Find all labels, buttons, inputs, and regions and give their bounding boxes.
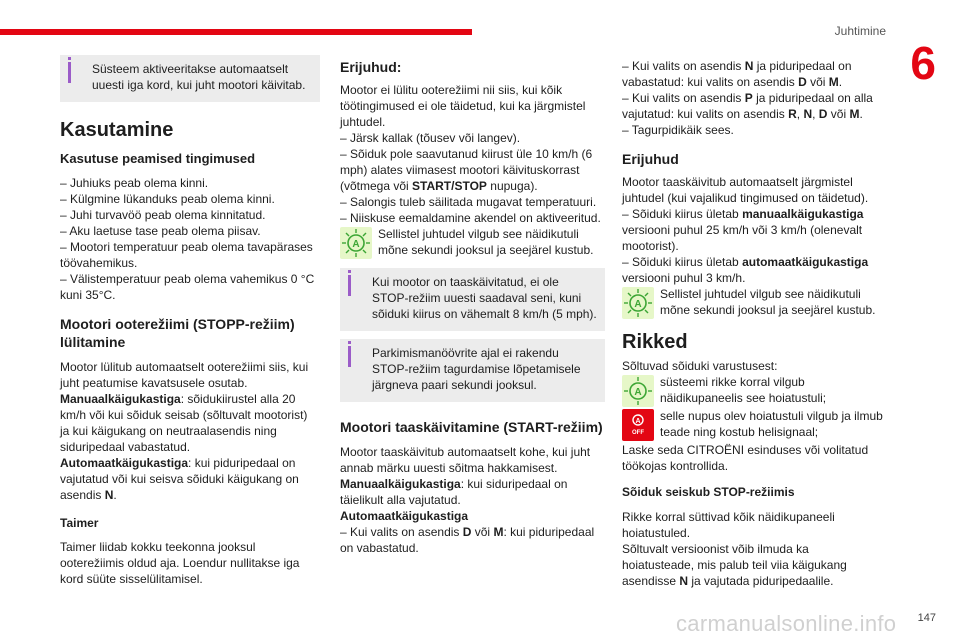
start-text: Mootor taaskäivitub automaatselt kohe, kui juht annab märku uuesti sõitma hakkamisest. xyxy=(340,445,591,475)
conditions-list xyxy=(60,175,320,303)
svg-text:A: A xyxy=(634,387,642,398)
heading-kasutamine: Kasutamine xyxy=(60,119,174,141)
svg-text:A: A xyxy=(634,299,642,310)
list-item: – Sõiduki kiirus ületab manuaalkäigukastiga versiooni puhul 25 km/h või 3 km/h (olenevalt mootorist). xyxy=(622,207,864,253)
list-item: – Sõiduk pole saavutanud kiirust üle 10 km/h (6 mph) alates viimasest mootori käivituskorrast (võtmega või START/STOP nupuga). xyxy=(340,147,593,193)
list-item: – Külgmine lükanduks peab olema kinni. xyxy=(60,192,275,206)
column-2 xyxy=(340,52,605,556)
note-text: Parkimismanöövrite ajal ei rakendu STOP-režiim tagurdamise lõpetamisele järgneva paari sekundi jooksul. xyxy=(372,346,581,392)
list-item: – Kui valits on asendis P ja piduripedaal on alla vajutatud: kui valits on asendis R, N, D või M. xyxy=(622,91,873,121)
note-text: Süsteem aktiveeritakse automaatselt uuesti iga kord, kui juht mootori käivitab. xyxy=(92,62,306,92)
list-item: – Sõiduki kiirus ületab automaatkäigukastiga versiooni puhul 3 km/h. xyxy=(622,255,869,285)
rikked-advice: Laske seda CITROËNI esinduses või volitatud töökojas kontrollida. xyxy=(622,443,869,473)
info-icon xyxy=(348,346,351,367)
info-icon xyxy=(68,62,71,83)
svg-text:A: A xyxy=(635,418,641,425)
chapter-number: 6 xyxy=(910,37,936,89)
list-item: – Välistemperatuur peab olema vahemikus 0 °C kuni 35°C. xyxy=(60,272,315,302)
eco-a-indicator-icon xyxy=(340,227,372,259)
special-cases-intro: Mootor ei lülitu ooterežiimi nii siis, kui kõik töötingimused ei ole täidetud, kui ka järgmistel juhtudel. xyxy=(340,83,586,129)
heading-taimer: Taimer xyxy=(60,516,99,530)
watermark: carmanualsonline.info xyxy=(676,611,897,636)
info-note xyxy=(340,339,605,402)
info-icon xyxy=(348,275,351,296)
list-item: – Järsk kallak (tõusev või langev). xyxy=(340,131,521,145)
heading-stalls: Sõiduk seiskub STOP-režiimis xyxy=(622,485,795,499)
fault-text: süsteemi rikke korral vilgub näidikupaneelis see hoiatustuli; xyxy=(660,375,827,405)
list-item: – Aku laetuse tase peab olema piisav. xyxy=(60,224,261,238)
indicator-text: Sellistel juhtudel vilgub see näidikutuli mõne sekundi jooksul ja seejärel kustub. xyxy=(660,287,876,317)
list-item: – Kui valits on asendis N ja piduripedaal on vabastatud: kui valits on asendis D või M. xyxy=(622,59,852,89)
indicator-row xyxy=(622,286,884,320)
manual-gearbox-paragraph: Manuaalkäigukastiga: kui siduripedaal on täielikult alla vajutatud. xyxy=(340,477,568,507)
stop-start-off-button-icon xyxy=(622,409,654,441)
manual-gearbox-paragraph: Manuaalkäigukastiga: sõidukiirustel alla 20 km/h või kui sõiduk seisab (sõltuvalt mootorist) ja kui käigukang on neutraalasendis ning siduripedaal vabastatud. xyxy=(60,392,308,454)
rikked-intro: Sõltuvad sõiduki varustusest: xyxy=(622,359,778,373)
heading-stopp-mode: Mootori ooterežiimi (STOPP-režiim) lülitamine xyxy=(60,316,295,350)
special-cases-intro: Mootor taaskäivitub automaatselt järgmistel juhtudel (kui vajalikud tingimused on täidetud). xyxy=(622,175,869,205)
list-item: – Tagurpidikäik sees. xyxy=(622,123,734,137)
fault-text: selle nupus olev hoiatustuli vilgub ja ilmub teade ning kostub helisignaal; xyxy=(660,409,883,439)
list-item: – Mootori temperatuur peab olema tavapärases töövahemikus. xyxy=(60,240,313,270)
list-item: – Salongis tuleb säilitada mugavat temperatuuri. xyxy=(340,195,597,209)
stalls-text-1: Rikke korral süttivad kõik näidikupaneeli hoiatustuled. xyxy=(622,510,835,540)
eco-a-warning-icon xyxy=(622,375,654,407)
eco-a-indicator-icon xyxy=(622,287,654,319)
column-3 xyxy=(622,52,884,589)
stalls-text-2: Sõltuvalt versioonist võib ilmuda ka hoiatusteade, mis palub teil viia käigukang asendisse N ja vajutada piduripedaalile. xyxy=(622,542,847,588)
fault-row-button xyxy=(622,408,884,442)
svg-text:A: A xyxy=(352,239,360,250)
list-item: – Kui valits on asendis D või M: kui piduripedaal on vabastatud. xyxy=(340,525,595,555)
off-label: OFF xyxy=(632,430,644,436)
heading-start-mode: Mootori taaskäivitamine (START-režiim) xyxy=(340,419,603,435)
info-note xyxy=(340,268,605,331)
auto-gearbox-label: Automaatkäigukastiga xyxy=(340,509,469,523)
heading-rikked: Rikked xyxy=(622,331,688,353)
list-item: – Juhi turvavöö peab olema kinnitatud. xyxy=(60,208,266,222)
note-text: Kui mootor on taaskäivitatud, ei ole STOP-režiim uuesti saadaval seni, kuni sõiduki kiirus on vähemalt 8 km/h (5 mph). xyxy=(372,275,597,321)
section-title: Juhtimine xyxy=(834,24,886,38)
indicator-text: Sellistel juhtudel vilgub see näidikutuli mõne sekundi jooksul ja seejärel kustub. xyxy=(378,227,594,257)
header-red-bar xyxy=(0,29,472,35)
indicator-row xyxy=(340,226,605,260)
heading-conditions: Kasutuse peamised tingimused xyxy=(60,151,256,166)
info-note xyxy=(60,55,320,102)
fault-row-indicator xyxy=(622,374,884,408)
list-item: – Juhiuks peab olema kinni. xyxy=(60,176,209,190)
heading-special-cases: Erijuhud xyxy=(622,151,679,167)
list-item: – Niiskuse eemaldamine akendel on aktiveeritud. xyxy=(340,211,601,225)
page-number: 147 xyxy=(917,612,936,624)
column-1 xyxy=(60,52,320,587)
taimer-text: Taimer liidab kokku teekonna jooksul ooterežiimis oldud aja. Loendur nullitakse iga kord süüte sisselülitamisel. xyxy=(60,540,300,586)
heading-special-cases: Erijuhud: xyxy=(340,59,402,75)
stopp-text: Mootor lülitub automaatselt ooterežiimi siis, kui juht peatumise kavatsusele osutab. xyxy=(60,360,309,390)
auto-gearbox-paragraph: Automaatkäigukastiga: kui piduripedaal on vajutatud või kui seisva sõiduki käigukang on asendis N. xyxy=(60,456,299,502)
